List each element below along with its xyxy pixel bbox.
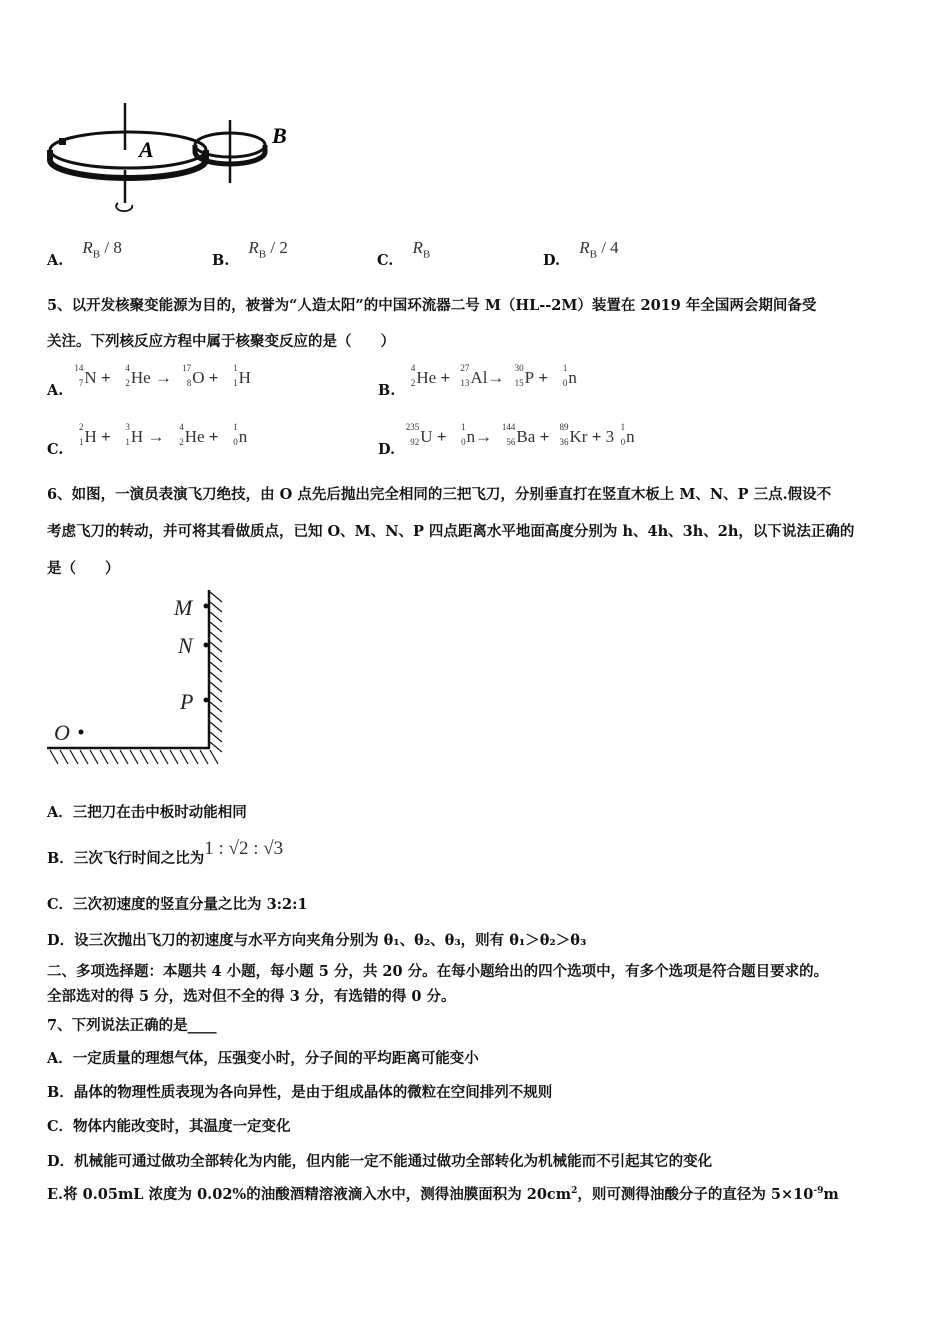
wall-figure: [44, 588, 234, 773]
q6-option-a[interactable]: A．三把刀在击中板时动能相同: [47, 804, 247, 821]
q6-option-b[interactable]: B．三次飞行时间之比为1 : √2 : √3: [47, 838, 284, 867]
q5-stem-line1: 5、以开发核聚变能源为目的，被誉为“人造太阳”的中国环流器二号 M（HL--2M）装置在 2019 年全国两会期间备受: [47, 297, 817, 314]
q7-option-c[interactable]: C．物体内能改变时，其温度一定变化: [47, 1118, 291, 1135]
q5-option-b[interactable]: B. He 4 2 + Al 27 13 → P 30 15 + n 1 0: [378, 363, 577, 399]
q6-stem-line1: 6、如图，一演员表演飞刀绝技，由 O 点先后抛出完全相同的三把飞刀，分别垂直打在竖直木板上 M、N、P 三点.假设不: [47, 486, 832, 503]
q4-option-b[interactable]: B. $R_B / 2$: [212, 238, 288, 269]
section2-line1: 二、多项选择题：本题共 4 小题，每小题 5 分，共 20 分。在每小题给出的四个选项中，有多个选项是符合题目要求的。: [47, 963, 829, 980]
point-o: [79, 730, 84, 735]
point-m: [204, 604, 209, 609]
q4-option-a[interactable]: A. $R_B / 8$: [47, 238, 122, 269]
label-n: N: [178, 633, 193, 658]
q5-option-d[interactable]: D. U 235 92 + n 1 0 → Ba 144 56 + Kr 89 36 + 3 n 1 0: [378, 422, 635, 458]
q7-option-b[interactable]: B．晶体的物理性质表现为各向异性，是由于组成晶体的微粒在空间排列不规则: [47, 1084, 553, 1101]
point-n: [204, 643, 209, 648]
label-o: O: [54, 720, 70, 745]
label-p: P: [180, 689, 194, 714]
section2-line2: 全部选对的得 5 分，选对但不全的得 3 分，有选错的得 0 分。: [47, 988, 456, 1005]
q6-option-c[interactable]: C．三次初速度的竖直分量之比为 3:2:1: [47, 896, 308, 913]
q6-stem-line2: 考虑飞刀的转动，并可将其看做质点，已知 O、M、N、P 四点距离水平地面高度分别为 h、4h、3h、2h，以下说法正确的: [47, 523, 855, 540]
q5-option-a[interactable]: A. N 14 7 + He 4 2 → O 17 8 + H 1 1: [47, 363, 251, 399]
q7-option-a[interactable]: A．一定质量的理想气体，压强变小时，分子间的平均距离可能变小: [47, 1050, 479, 1067]
q7-stem: 7、下列说法正确的是____: [47, 1017, 217, 1034]
q7-option-e[interactable]: E.将 0.05mL 浓度为 0.02%的油酸酒精溶液滴入水中，测得油膜面积为 $20cm^2$，则可测得油酸分子的直径为 $5\times 10^{-9}m$: [47, 1186, 839, 1203]
q5-option-c[interactable]: C. H 2 1 + H 3 1 → He 4 2 + n 1 0: [47, 422, 248, 458]
disk-a-label: A: [139, 137, 154, 162]
disk-figure: [40, 95, 310, 220]
q4-option-c[interactable]: C. $R_B$: [377, 238, 431, 269]
q5-stem-line2: 关注。下列核反应方程中属于核聚变反应的是（ ）: [47, 333, 395, 350]
q6-stem-line3: 是（ ）: [47, 560, 120, 577]
time-ratio-expr: 1 : √2 : √3: [204, 838, 284, 859]
q7-option-d[interactable]: D．机械能可通过做功全部转化为内能，但内能一定不能通过做功全部转化为机械能而不引起其它的变化: [47, 1153, 713, 1170]
q4-option-d[interactable]: D. $R_B / 4$: [543, 238, 619, 269]
q6-option-d[interactable]: D．设三次抛出飞刀的初速度与水平方向夹角分别为 θ₁、θ₂、θ₃，则有 θ₁＞θ₂＞θ₃: [47, 932, 587, 949]
label-m: M: [174, 595, 193, 620]
disk-b-label: B: [272, 123, 287, 148]
point-p: [204, 698, 209, 703]
